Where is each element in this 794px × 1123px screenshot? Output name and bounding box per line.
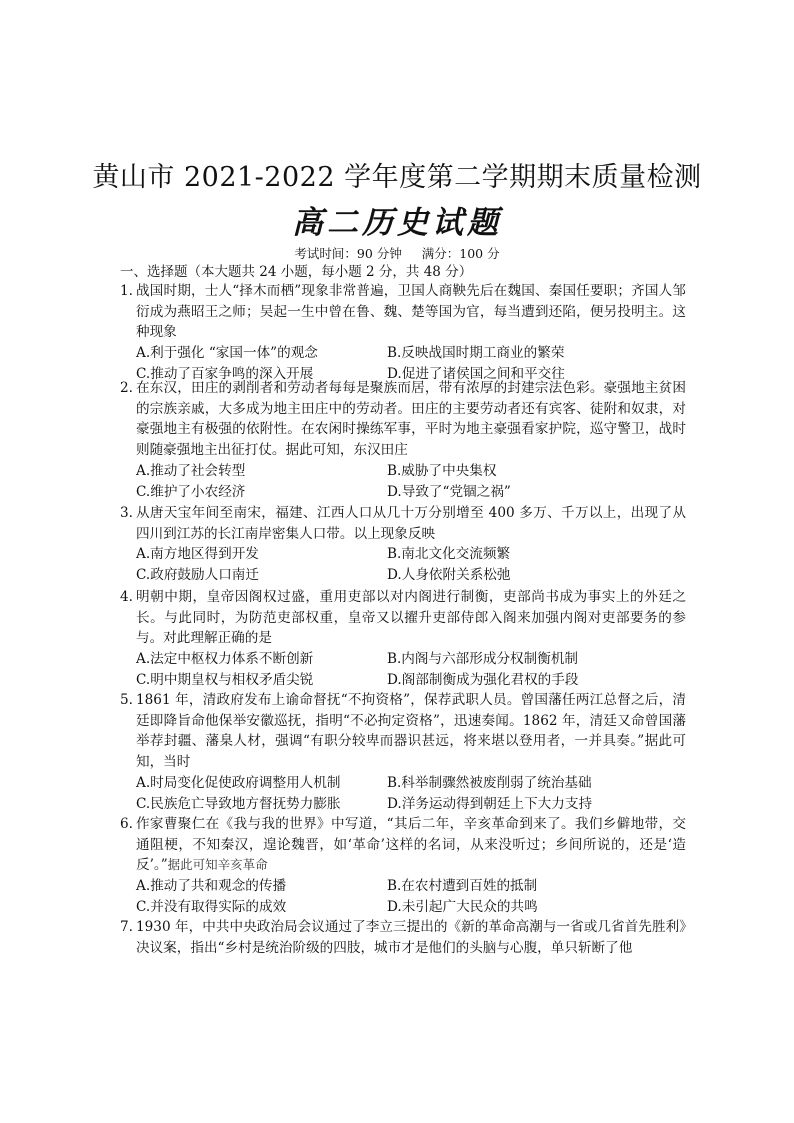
question-4 [120,587,686,691]
question-7 [120,917,686,958]
question-2 [120,378,686,502]
option-d: D.阁部制衡成为强化君权的手段 [387,671,579,688]
question-number: 2. [120,380,133,396]
question-number: 3. [120,505,133,521]
option-d: D.促进了诸侯国之间和平交往 [387,365,565,382]
option-c: C.并没有取得实际的成效 [136,898,287,915]
option-a: A.推动了共和观念的传播 [136,878,287,895]
option-c: C.推动了百家争鸣的深入开展 [136,365,314,382]
exam-time: 考试时间：90 分钟 [294,246,402,261]
option-a: A.利于强化 “家国一体”的观念 [136,345,318,362]
question-stem: 战国时期，士人“择木而栖”现象非常普遍，卫国人商鞅先后在魏国、秦国任要职；齐国人邹衍成为燕昭王之师；吴起一生中曾在鲁、魏、楚等国为官，每当遭到还陷，便另投明主。这种现象 [136,283,686,341]
option-a: A.法定中枢权力体系不断创新 [136,651,314,668]
question-stem: 1861 年，清政府发布上谕命督抚“不拘资格”，保荐武职人员。曾国藩任两江总督之后，清廷即降旨命他保举安徽巡抚，指明“不必拘定资格”，迅速奏闻。1862 年，清廷又命曾国藩举荐封疆、藩臬人材，强调“有职分较卑而器识甚远，将来堪以登用者，一并具奏。”据此可知，当时 [136,692,686,771]
options [136,876,686,917]
section-heading: 一、选择题（本大题共 24 小题，每小题 2 分，共 48 分） [120,264,473,280]
option-a: A.时局变化促使政府调整用人机制 [136,774,341,791]
exam-title: 黄山市 2021-2022 学年度第二学期期末质量检测 [92,162,702,193]
option-d: D.导致了“党锢之祸” [387,483,511,500]
question-stem-note: 据此可知辛亥革命 [167,857,268,873]
question-stem: 从唐天宝年间至南宋，福建、江西人口从几十万分别增至 400 多万、千万以上，出现了从四川到江苏的长江南岸密集人口带。以上现象反映 [136,505,686,542]
option-a: A.南方地区得到开发 [136,546,259,563]
exam-info [0,245,794,263]
question-stem: 在东汉，田庄的剥削者和劳动者每每是聚族而居，带有浓厚的封建宗法色彩。豪强地主贫困的宗族亲戚，大多成为地主田庄中的劳动者。田庄的主要劳动者还有宾客、徒附和奴隶，对豪强地主有极强的依附性。在农闲时操练军事，平时为地主豪强看家护院，巡守警卫，战时则随豪强地主出征打仗。据此可知，东汉田庄 [136,380,686,459]
question-number: 1. [120,283,133,299]
question-stem [136,814,686,876]
option-c: C.政府鼓励人口南迁 [136,567,259,584]
option-d: D.人身依附关系松弛 [387,567,511,584]
option-d: D.洋务运动得到朝廷上下大力支持 [387,795,593,812]
option-a: A.推动了社会转型 [136,462,246,479]
question-stem: 明朝中期，皇帝因阁权过盛，重用吏部以对内阁进行制衡，吏部尚书成为事实上的外廷之长。与此同时，为防范吏部权重，皇帝又以擢升吏部侍郎入阁来加强内阁对吏部要务的参与。对此理解正确的是 [136,589,686,647]
option-c: C.明中期皇权与相权矛盾尖锐 [136,671,314,688]
option-c: C.维护了小农经济 [136,483,246,500]
options [136,649,686,690]
option-b: B.南北文化交流频繁 [387,546,511,563]
option-b: B.科举制骤然被废削弱了统治基础 [387,774,592,791]
question-5 [120,690,686,814]
option-d: D.未引起广大民众的共鸣 [387,898,538,915]
question-3 [120,503,686,586]
option-b: B.内阁与六部形成分权制衡机制 [387,651,579,668]
question-6 [120,814,686,918]
question-1 [120,281,686,385]
full-score: 满分：100 分 [421,246,500,261]
option-b: B.在农村遭到百姓的抵制 [387,878,538,895]
question-stem-text: 作家曹聚仁在《我与我的世界》中写道，“其后二年，辛亥革命到来了。我们乡僻地带，交通阻梗，不知秦汉，遑论魏晋，如‘革命’这样的名词，从来没听过；乡间所说的，还是‘造反’。” [136,816,686,874]
question-number: 4. [120,589,133,605]
exam-subtitle: 高二历史试题 [292,205,502,241]
question-number: 6. [120,816,133,832]
option-c: C.民族危亡导致地方督抚势力膨胀 [136,795,341,812]
options [136,544,686,585]
question-number: 5. [120,692,133,708]
options [136,461,686,502]
question-number: 7. [120,919,133,935]
option-b: B.反映战国时期工商业的繁荣 [387,345,565,362]
options [136,773,686,814]
option-b: B.威胁了中央集权 [387,462,497,479]
question-stem: 1930 年，中共中央政治局会议通过了李立三提出的《新的革命高潮与一省或几省首先胜利》决议案，指出“乡村是统治阶级的四肢，城市才是他们的头脑与心腹，单只斩断了他 [136,919,686,956]
